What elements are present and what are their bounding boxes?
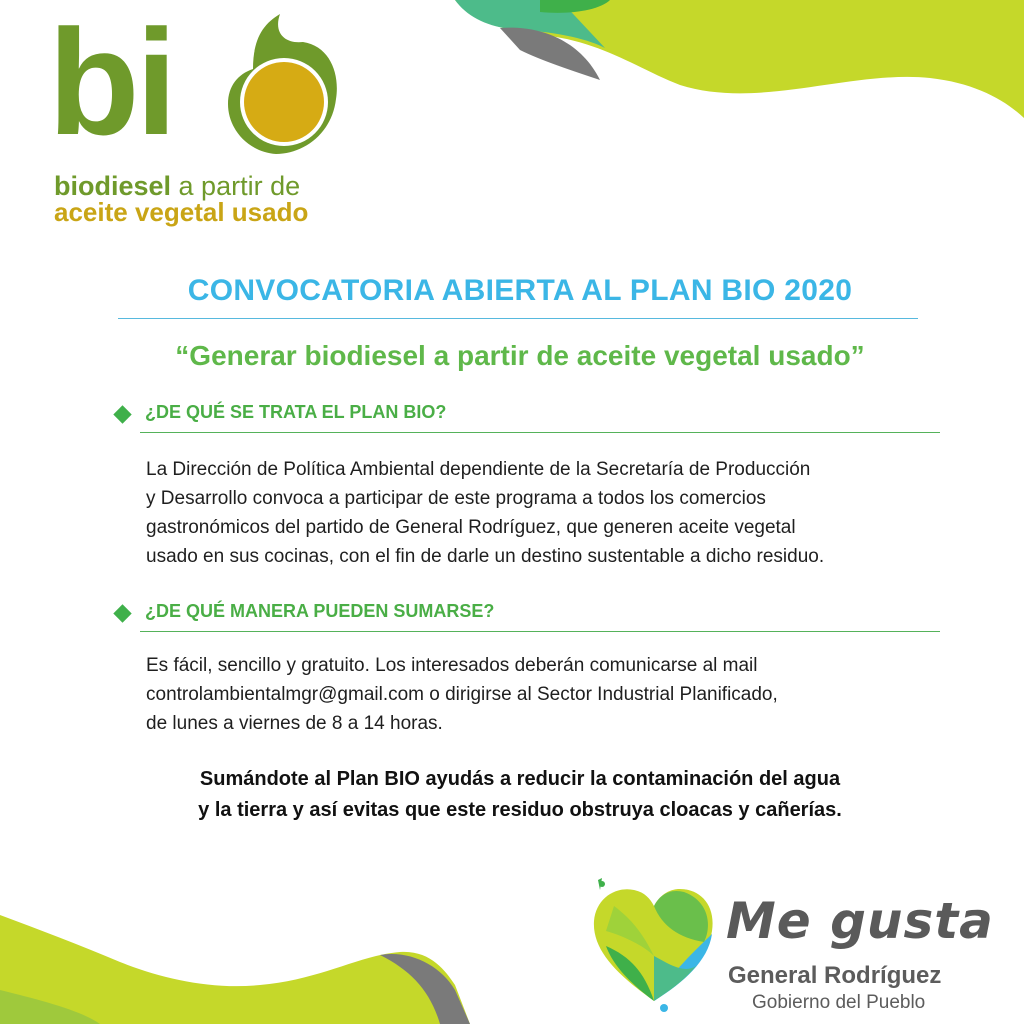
bio-logo-word: bi (48, 14, 174, 166)
page-title: CONVOCATORIA ABIERTA AL PLAN BIO 2020 (187, 274, 853, 307)
closing-statement: Sumándote al Plan BIO ayudás a reducir la contaminación del agua y la tierra y así evitas que este residuo obstruya cloacas y cañerías. (198, 768, 842, 821)
diamond-bullet-icon (113, 405, 131, 423)
section-heading-label: ¿DE QUÉ SE TRATA EL PLAN BIO? (145, 402, 447, 422)
section-body-1: La Dirección de Política Ambiental dependiente de la Secretaría de Producción y Desarrollo convoca a participar de este programa a todos los comercios gastronómicos del partido de General Rodríguez, que generen aceite vegetal usado en sus cocinas, con el fin de darle un destino sustentable a dicho residuo. (146, 459, 825, 567)
bio-logo (48, 14, 348, 174)
bio-tagline-2: aceite vegetal usado (54, 197, 309, 227)
brand-city: General Rodríguez (728, 962, 942, 989)
section-divider (140, 631, 940, 632)
heart-logo-icon (584, 876, 724, 1016)
section-body-2: Es fácil, sencillo y gratuito. Los interesados deberán comunicarse al mail controlambientalmgr@gmail.com o dirigirse al Sector Industrial Planificado, de lunes a viernes de 8 a 14 horas. (146, 655, 778, 734)
slogan: “Generar biodiesel a partir de aceite vegetal usado” (175, 340, 865, 371)
brand-slogan: Me gusta (726, 892, 994, 950)
bio-tagline-bold: biodiesel (54, 171, 172, 201)
section-heading-2 (116, 601, 940, 635)
bio-tagline-rest: a partir de (171, 171, 301, 201)
section-divider (140, 432, 940, 433)
diamond-bullet-icon (113, 604, 131, 622)
brand-government: Gobierno del Pueblo (752, 992, 926, 1013)
bio-tagline-1 (54, 172, 300, 200)
section-heading-label: ¿DE QUÉ MANERA PUEDEN SUMARSE? (145, 601, 495, 621)
title-divider (118, 318, 918, 319)
section-heading-1 (116, 402, 940, 436)
